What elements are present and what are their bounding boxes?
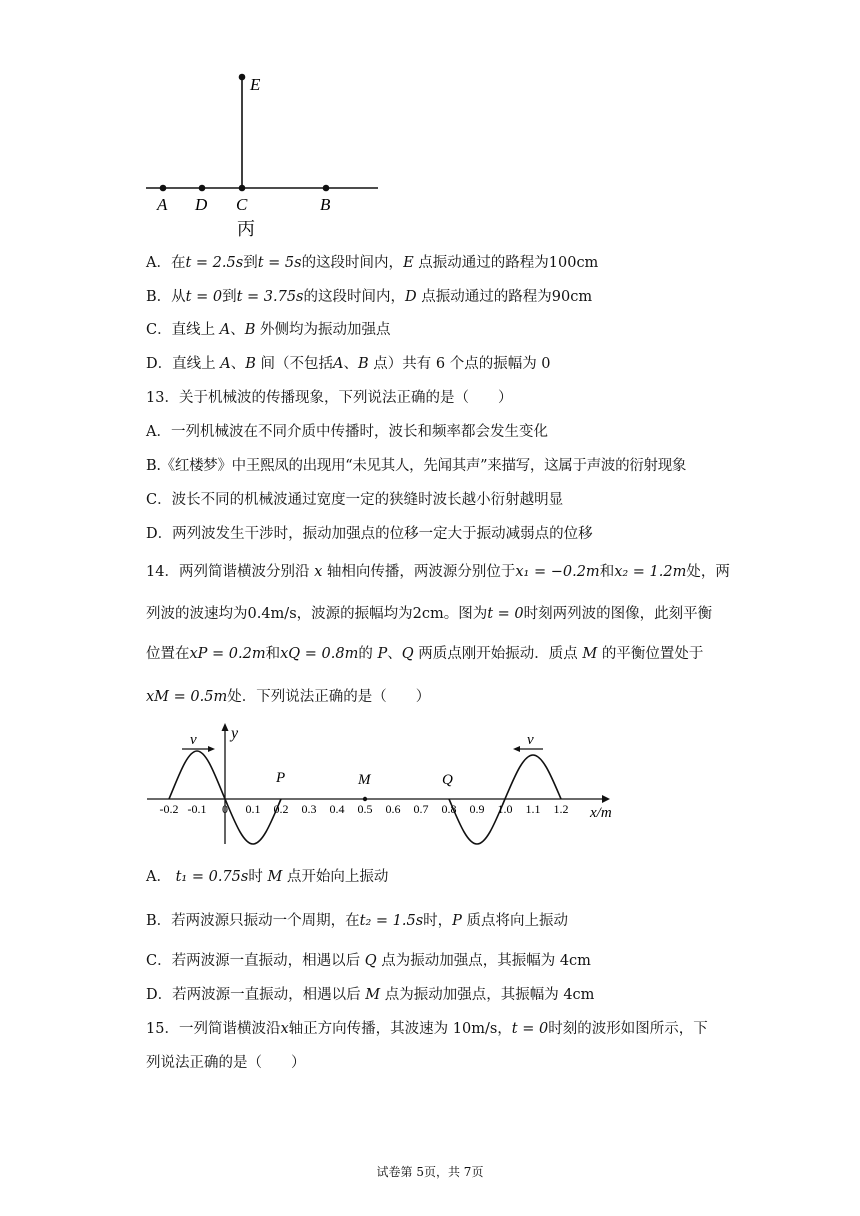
label-B: B — [320, 195, 331, 214]
label-M: M — [358, 772, 371, 788]
x-tick-labels — [160, 802, 569, 816]
q15-stem-line1: 15．一列简谐横波沿x轴正方向传播，其波速为 10m/s，t = 0时刻的波形如图所示，下 — [146, 1021, 708, 1037]
figure-bing — [140, 68, 390, 243]
point-C-dot — [239, 185, 246, 192]
x-axis-label: x/m — [590, 805, 612, 821]
q14-stem-line4: xM = 0.5m处．下列说法正确的是（ ） — [146, 689, 431, 705]
v-right-arrowhead — [513, 746, 520, 752]
x-tick-label: 1.1 — [525, 802, 541, 816]
label-Q: Q — [442, 772, 453, 788]
x-tick-label: 0.6 — [385, 802, 401, 816]
page-footer: 试卷第 5页，共 7页 — [376, 1165, 484, 1179]
q12-option-d: D．直线上 A、B 间（不包括A、B 点）共有 6 个点的振幅为 0 — [146, 356, 551, 372]
x-tick-label: 0.7 — [413, 802, 429, 816]
x-tick-label: 1.0 — [497, 802, 513, 816]
x-tick-label: 1.2 — [553, 802, 569, 816]
point-D-dot — [199, 185, 206, 192]
v-left-arrowhead — [208, 746, 215, 752]
point-B-dot — [323, 185, 330, 192]
x-tick-label: -0.1 — [187, 802, 207, 816]
q13-option-a: A．一列机械波在不同介质中传播时，波长和频率都会发生变化 — [146, 424, 548, 440]
q14-stem-line3: 位置在xP = 0.2m和xQ = 0.8m的 P、Q 两质点刚开始振动．质点 M 的平衡位置处于 — [146, 646, 704, 662]
q14-option-d: D．若两波源一直振动，相遇以后 M 点为振动加强点，其振幅为 4cm — [146, 987, 595, 1003]
q14-stem-line1: 14．两列简谐横波分别沿 x 轴相向传播，两波源分别位于x₁ = −0.2m和x₂ = 1.2m处，两 — [146, 564, 730, 580]
point-A-dot — [160, 185, 167, 192]
figure-caption: 丙 — [237, 219, 255, 239]
x-tick-label: 0.2 — [273, 802, 289, 816]
label-A: A — [157, 195, 168, 214]
label-P: P — [276, 770, 286, 786]
wave-graph — [140, 720, 630, 850]
x-tick-label: 0.1 — [245, 802, 261, 816]
label-C: C — [236, 195, 248, 214]
q14-option-c: C．若两波源一直振动，相遇以后 Q 点为振动加强点，其振幅为 4cm — [146, 953, 591, 969]
q12-option-b: B．从t = 0到t = 3.75s的这段时间内，D 点振动通过的路程为90cm — [146, 289, 593, 305]
x-tick-label: 0.4 — [329, 802, 345, 816]
q13-stem: 13．关于机械波的传播现象，下列说法正确的是（ ） — [146, 390, 513, 406]
y-axis-label: y — [231, 725, 239, 742]
q13-option-c: C．波长不同的机械波通过宽度一定的狭缝时波长越小衍射越明显 — [146, 492, 564, 508]
x-tick-label: 0 — [222, 802, 228, 816]
y-axis-arrow — [222, 723, 229, 731]
x-axis-arrow — [602, 795, 610, 803]
label-D: D — [195, 195, 208, 214]
x-tick-label: -0.2 — [159, 802, 179, 816]
v-left-label: v — [190, 732, 197, 748]
x-tick-label: 0.9 — [469, 802, 485, 816]
x-tick-label: 0.8 — [441, 802, 457, 816]
x-tick-label: 0.5 — [357, 802, 373, 816]
point-M-dot — [363, 797, 367, 801]
q14-stem-line2: 列波的波速均为0.4m/s，波源的振幅均为2cm。图为t = 0时刻两列波的图像，此刻平衡 — [146, 606, 713, 622]
q14-option-a: A． t₁ = 0.75s时 M 点开始向上振动 — [146, 869, 389, 885]
q12-option-c: C．直线上 A、B 外侧均为振动加强点 — [146, 322, 391, 338]
q13-option-d: D．两列波发生干涉时，振动加强点的位移一定大于振动减弱点的位移 — [146, 526, 593, 542]
x-tick-label: 0.3 — [301, 802, 317, 816]
point-E-dot — [239, 74, 246, 81]
q12-option-a: A．在t = 2.5s到t = 5s的这段时间内，E 点振动通过的路程为100cm — [146, 255, 599, 271]
q14-option-b: B．若两波源只振动一个周期，在t₂ = 1.5s时，P 质点将向上振动 — [146, 913, 569, 929]
v-right-label: v — [527, 732, 534, 748]
q15-stem-line2: 列说法正确的是（ ） — [146, 1055, 306, 1071]
q13-option-b: B.《红楼梦》中王熙凤的出现用“未见其人，先闻其声”来描写，这属于声波的衍射现象 — [146, 458, 687, 474]
label-E: E — [250, 75, 261, 94]
